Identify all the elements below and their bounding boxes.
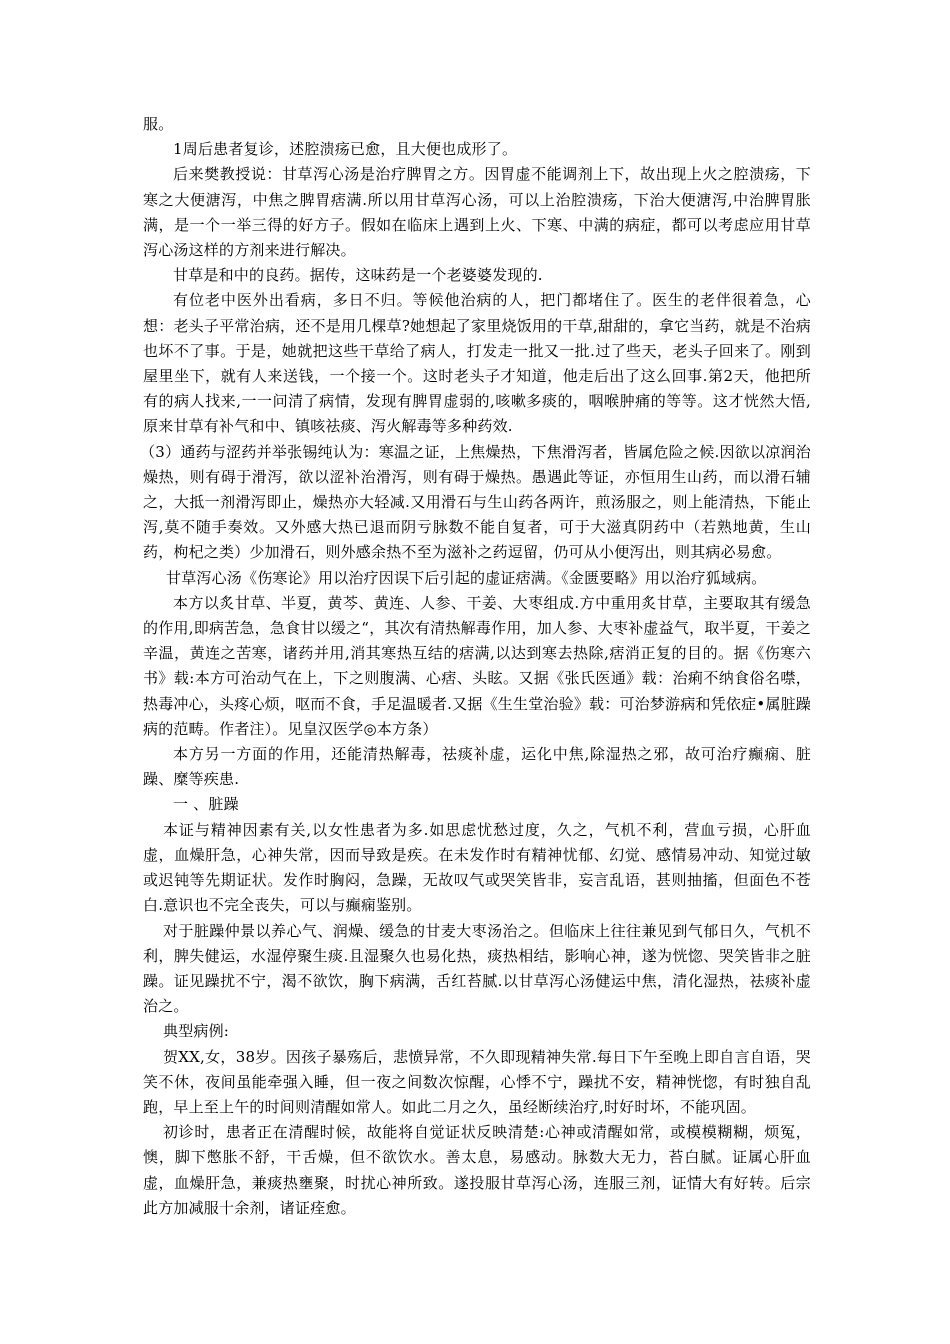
- paragraph: 初诊时，患者正在清醒时候，故能将自觉证状反映清楚:心神或清醒如常，或模模糊糊，烦冤，懊，脚下憋胀不舒，干舌燥，但不欲饮水。善太息，易感动。脉数大无力，苔白腻。证属心肝血虚，血燥肝急，兼痰热壅聚，时扰心神所致。遂投服甘草泻心汤，连服三剂，证情大有好转。后宗此方加减服十余剂，诸证痊愈。: [143, 1123, 811, 1217]
- document-page: [140, 112, 811, 1221]
- section-heading: 一 、脏躁: [173, 795, 239, 814]
- subheading: 典型病例:: [163, 1022, 230, 1041]
- paragraph: 有位老中医外出看病，多日不归。等候他治病的人，把门都堵住了。医生的老伴很着急，心想：老头子平常治病，还不是用几棵草?她想起了家里烧饭用的干草,甜甜的，拿它当药，就是不治病也坏不了事。于是，她就把这些干草给了病人，打发走一批又一批.过了些天，老头子回来了。刚到屋里坐下，就有人来送钱，一个接一个。这时老头子才知道，他走后出了这么回事.第2天，他把所有的病人找来,一一问清了病情，发现有脾胃虚弱的,咳嗽多痰的，咽喉肿痛的等等。这才恍然大悟,原来甘草有补气和中、镇咳祛痰、泻火解毒等多种药效.: [143, 291, 811, 436]
- paragraph: 甘草是和中的良药。据传，这味药是一个老婆婆发现的.: [173, 266, 543, 285]
- paragraph: 贺XX,女，38岁。因孩子暴殇后，悲愤异常，不久即现精神失常.每日下午至晚上即自言自语，哭笑不休，夜间虽能牵强入睡，但一夜之间数次惊醒，心悸不宁，躁扰不安，精神恍惚，有时独自乱跑，早上至上午的时间则清醒如常人。如此二月之久，虽经断续治疗,时好时坏，不能巩固。: [143, 1047, 811, 1116]
- paragraph: 本方另一方面的作用，还能清热解毒，祛痰补虚，运化中焦,除湿热之邪，故可治疗癫痫、脏躁、糜等疾患.: [143, 745, 811, 789]
- paragraph: 对于脏躁仲景以养心气、润燥、缓急的甘麦大枣汤治之。但临床上往往兼见到气郁日久，气机不利，脾失健运，水湿停聚生痰.且湿聚久也易化热，痰热相结，影响心神，遂为恍惚、哭笑皆非之脏躁。证见躁扰不宁，渴不欲饮，胸下病满，舌红苔腻.以甘草泻心汤健运中焦，清化湿热，祛痰补虚治之。: [143, 921, 811, 1016]
- paragraph: 本证与精神因素有关,以女性患者为多.如思虑忧愁过度，久之，气机不利，营血亏损，心肝血虚，血燥肝急，心神失常，因而导致是疾。在未发作时有精神忧郁、幻觉、感情易冲动、知觉过敏或迟钝等先期证状。发作时胸闷，急躁，无故叹气或哭笑皆非，妄言乱语，甚则抽搐，但面色不苍白.意识也不完全丧失，可以与癫痫鉴别。: [143, 820, 811, 915]
- paragraph: 本方以炙甘草、半夏，黄芩、黄连、人参、干姜、大枣组成.方中重用炙甘草，主要取其有缓急的作用,即病苦急，急食甘以缓之“，其次有清热解毒作用，加人参、大枣补虚益气，取半夏，干姜之辛温，黄连之苦寒，诸药并用,消其寒热互结的痞满,以达到寒去热除,痞消正复的目的。据《伤寒六书》载:本方可治动气在上，下之则腹满、心痞、头眩。又据《张氏医通》载：治痢不纳食俗名噤，热毒冲心，头疼心烦，呕而不食，手足温暖者.又据《生生堂治验》载：可治梦游病和凭依症•属脏躁病的范畴。作者注）。见皇汉医学◎本方条）: [143, 593, 811, 738]
- paragraph: 后来樊教授说：甘草泻心汤是治疗脾胃之方。因胃虚不能调剂上下，故出现上火之腔溃疡，下寒之大便溏泻，中焦之脾胃痞满.所以用甘草泻心汤，可以上治腔溃疡，下治大便溏泻,中治脾胃胀满，是一个一举三得的好方子。假如在临床上遇到上火、下寒、中满的病症，都可以考虑应用甘草泻心汤这样的方剂来进行解决。: [143, 165, 811, 260]
- paragraph: （3）通药与涩药并举张锡纯认为：寒温之证，上焦燥热，下焦滑泻者，皆属危险之候.因欲以凉润治燥热，则有碍于滑泻，欲以涩补治滑泻，则有碍于燥热。愚遇此等证，亦恒用生山药，而以滑石辅之，大抵一剂滑泻即止，燥热亦大轻减.又用滑石与生山药各两许，煎汤服之，则上能清热，下能止泻,莫不随手奏效。又外感大热已退而阴亏脉数不能自复者，可于大滋真阴药中（若熟地黄，生山药，枸杞之类）少加滑石，则外感余热不至为滋补之药逗留，仍可从小便泻出，则其病必易愈。: [140, 442, 811, 562]
- paragraph: 服。: [143, 115, 174, 133]
- paragraph: 1周后患者复诊，述腔溃疡已愈，且大便也成形了。: [173, 140, 518, 159]
- paragraph: 甘草泻心汤《伤寒论》用以治疗因误下后引起的虚证痞满。《金匮要略》用以治疗狐域病。: [166, 568, 767, 587]
